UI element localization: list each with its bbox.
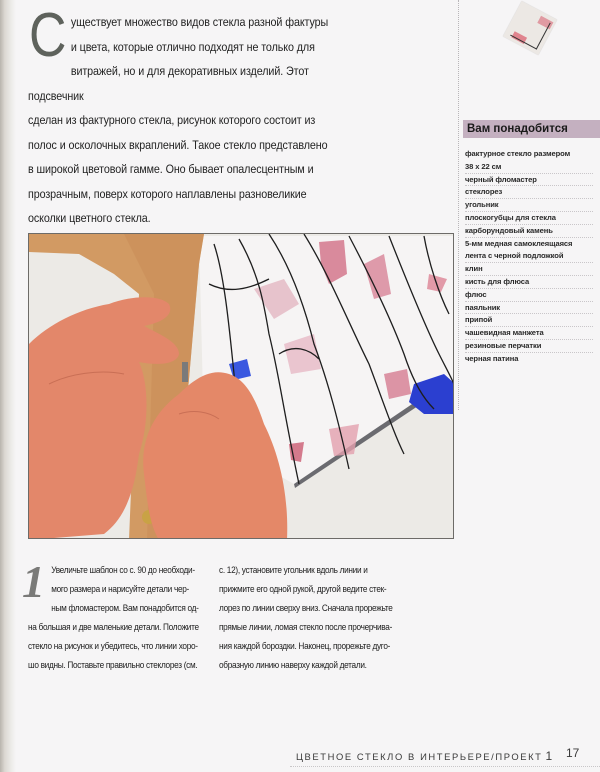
instruction-photo <box>28 233 454 539</box>
running-footer <box>296 749 552 763</box>
page-binding-shadow <box>0 0 16 772</box>
materials-item: кисть для флюса <box>465 276 593 289</box>
materials-item: резиновые перчатки <box>465 340 593 353</box>
materials-item: припой <box>465 314 593 327</box>
step-line: прямые линии, ломая стекло после прочерчива- <box>219 622 393 633</box>
materials-item: карборундовый камень <box>465 225 593 238</box>
step-number: 1 <box>22 556 45 607</box>
materials-item: 38 x 22 см <box>465 161 593 174</box>
intro-line: прозрачным, поверх которого наплавлены разновеликие <box>28 186 307 201</box>
intro-paragraph <box>28 1 358 231</box>
step-line: с. 12), установите угольник вдоль линии и <box>219 565 368 576</box>
step-line: на большая и две маленькие детали. Положите <box>28 622 199 633</box>
intro-line: уществует множество видов стекла разной фактуры <box>70 15 329 29</box>
materials-item: фактурное стекло размером <box>465 149 571 158</box>
materials-item: черная патина <box>465 353 519 363</box>
intro-line: в широкой цветовой гамме. Оно бывает опалесцентным и <box>28 162 314 176</box>
intro-line: полос и осколочных вкраплений. Такое стекло представлено <box>28 137 328 152</box>
step-line: ния каждой бороздки. Наконец, прорежьте дуго- <box>219 641 391 652</box>
intro-line: осколки цветного стекла. <box>28 211 151 225</box>
glass-pattern-thumbnail <box>503 1 557 55</box>
step-line: ным фломастером. Вам понадобится од- <box>51 603 199 614</box>
materials-heading: Вам понадобится <box>463 120 600 138</box>
intro-line: сделан из фактурного стекла, рисунок которого состоит из <box>28 113 316 127</box>
project-number: 1 <box>545 749 553 763</box>
step-line: лорез по линии сверху вниз. Сначала прорежьте <box>219 603 393 614</box>
sidebar-divider <box>458 0 459 410</box>
materials-item: черный фломастер <box>465 174 593 187</box>
materials-item: флюс <box>465 289 593 302</box>
step-line: Увеличьте шаблон со с. 90 до необходи- <box>51 565 195 576</box>
step-line: образную линию наверху каждой детали. <box>219 660 367 671</box>
materials-item: плоскогубцы для стекла <box>465 212 593 225</box>
step-line: мого размера и нарисуйте детали чер- <box>51 584 189 595</box>
materials-item: клин <box>465 263 593 276</box>
materials-list <box>465 148 593 366</box>
drop-cap-letter: С <box>28 1 67 70</box>
photo-illustration <box>29 234 454 539</box>
page-number: 17 <box>566 746 580 760</box>
materials-item: угольник <box>465 199 593 212</box>
materials-item: стеклорез <box>465 186 593 199</box>
step-line: стекло на рисунок и убедитесь, что линии хоро- <box>28 641 198 652</box>
materials-item: 5-мм медная самоклеящаяся <box>465 238 573 248</box>
step-text-column-1 <box>28 561 209 675</box>
footer-rule <box>290 766 600 767</box>
materials-item: лента с черной подложкой <box>465 250 593 263</box>
materials-item: чашевидная манжета <box>465 327 593 340</box>
step-line: прижмите его одной рукой, другой ведите стек- <box>219 584 387 595</box>
intro-line: и цвета, которые отлично подходят не только для <box>70 39 315 54</box>
step-text-column-2 <box>219 561 417 675</box>
section-title: ЦВЕТНОЕ СТЕКЛО В ИНТЕРЬЕРЕ/ПРОЕКТ <box>296 751 543 762</box>
materials-item: паяльник <box>465 302 593 315</box>
step-line: шо видны. Поставьте правильно стеклорез (см. <box>28 660 198 671</box>
intro-line: витражей, но и для декоративных изделий. Этот подсвечник <box>28 64 309 103</box>
